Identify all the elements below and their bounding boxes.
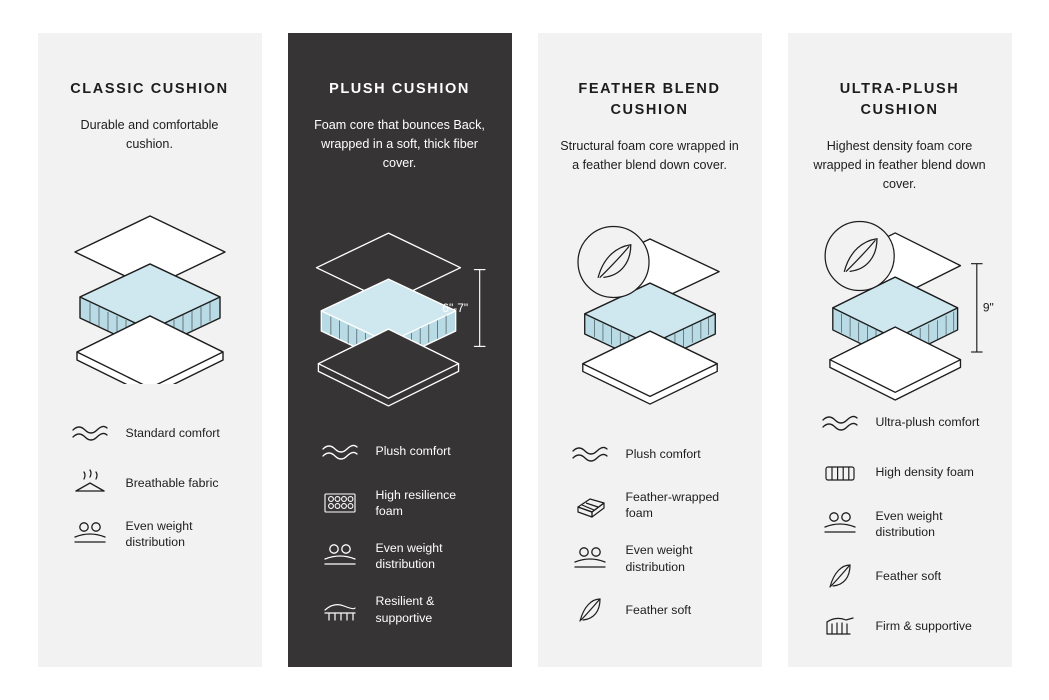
feature-item [818, 508, 984, 541]
feature-item [568, 439, 734, 469]
feature-label: Even weight distribution [625, 543, 693, 574]
leaf-badge [578, 226, 649, 297]
feature-item [318, 487, 484, 520]
breathable-fabric-icon [68, 468, 112, 498]
card-title: ULTRA-PLUSH CUSHION [839, 81, 960, 119]
feature-label: Plush comfort [375, 444, 451, 459]
cushion-layers-illustration [804, 204, 996, 404]
feather-wrapped-foam-icon [568, 490, 612, 520]
feature-list [804, 408, 996, 661]
feather-icon [818, 561, 862, 591]
feature-item [68, 468, 234, 498]
feature-label: Feather soft [625, 602, 692, 617]
weight-distribution-icon [818, 509, 862, 539]
card-description: Highest density foam core wrapped in feather blend down cover. [813, 139, 986, 191]
card-description: Foam core that bounces Back, wrapped in a soft, thick fiber cover. [314, 118, 485, 170]
feature-item [568, 542, 734, 575]
feature-item [318, 540, 484, 573]
feature-label: Standard comfort [125, 425, 220, 440]
cushion-layers-illustration [554, 185, 746, 435]
feature-item [568, 489, 734, 522]
wave-icon [568, 439, 612, 469]
feature-item [818, 408, 984, 438]
feature-item [568, 595, 734, 625]
feature-label: Feather-wrapped foam [625, 489, 720, 521]
card-ultra-plush-cushion [788, 33, 1012, 667]
support-icon [318, 595, 362, 625]
feature-item [818, 611, 984, 641]
feature-list [304, 437, 496, 647]
feature-item [318, 437, 484, 467]
honeycomb-foam-icon [318, 488, 362, 518]
dimension-label: 6"-7" [441, 300, 468, 315]
card-description: Durable and comfortable cushion. [80, 118, 219, 151]
feature-label: Even weight distribution [125, 518, 193, 550]
wave-icon [818, 408, 862, 438]
card-description: Structural foam core wrapped in a feather blend down cover. [560, 139, 739, 172]
wave-icon [68, 418, 112, 448]
high-density-foam-icon [818, 458, 862, 488]
feather-icon [568, 595, 612, 625]
feature-label: Resilient & supportive [375, 594, 435, 625]
card-title: PLUSH CUSHION [329, 81, 470, 97]
feature-item [318, 593, 484, 626]
feature-item [68, 418, 234, 448]
feature-item [68, 518, 234, 551]
cushion-layers-illustration [304, 183, 496, 433]
card-title: FEATHER BLEND CUSHION [578, 81, 721, 119]
feature-label: High resilience foam [375, 487, 457, 519]
leaf-badge [825, 221, 894, 290]
card-plush-cushion [288, 33, 512, 667]
card-classic-cushion [38, 33, 262, 667]
feature-label: Plush comfort [625, 446, 701, 461]
feature-label: Feather soft [875, 568, 942, 583]
cushion-layers-illustration [54, 164, 246, 414]
feature-item [818, 458, 984, 488]
firm-support-icon [818, 611, 862, 641]
feature-item [818, 561, 984, 591]
feature-label: Even weight distribution [375, 540, 443, 572]
weight-distribution-icon [318, 541, 362, 571]
feature-label: Firm & supportive [875, 618, 972, 633]
weight-distribution-icon [68, 519, 112, 549]
weight-distribution-icon [568, 544, 612, 574]
wave-icon [318, 437, 362, 467]
feature-label: Ultra-plush comfort [875, 415, 980, 430]
dimension-label: 9" [982, 300, 994, 315]
feature-label: Even weight distribution [875, 508, 943, 540]
card-feather-blend-cushion [538, 33, 762, 667]
feature-label: High density foam [875, 465, 974, 480]
feature-label: Breathable fabric [125, 475, 219, 490]
feature-list [554, 439, 746, 645]
card-title: CLASSIC CUSHION [70, 81, 229, 97]
feature-list [54, 418, 246, 571]
